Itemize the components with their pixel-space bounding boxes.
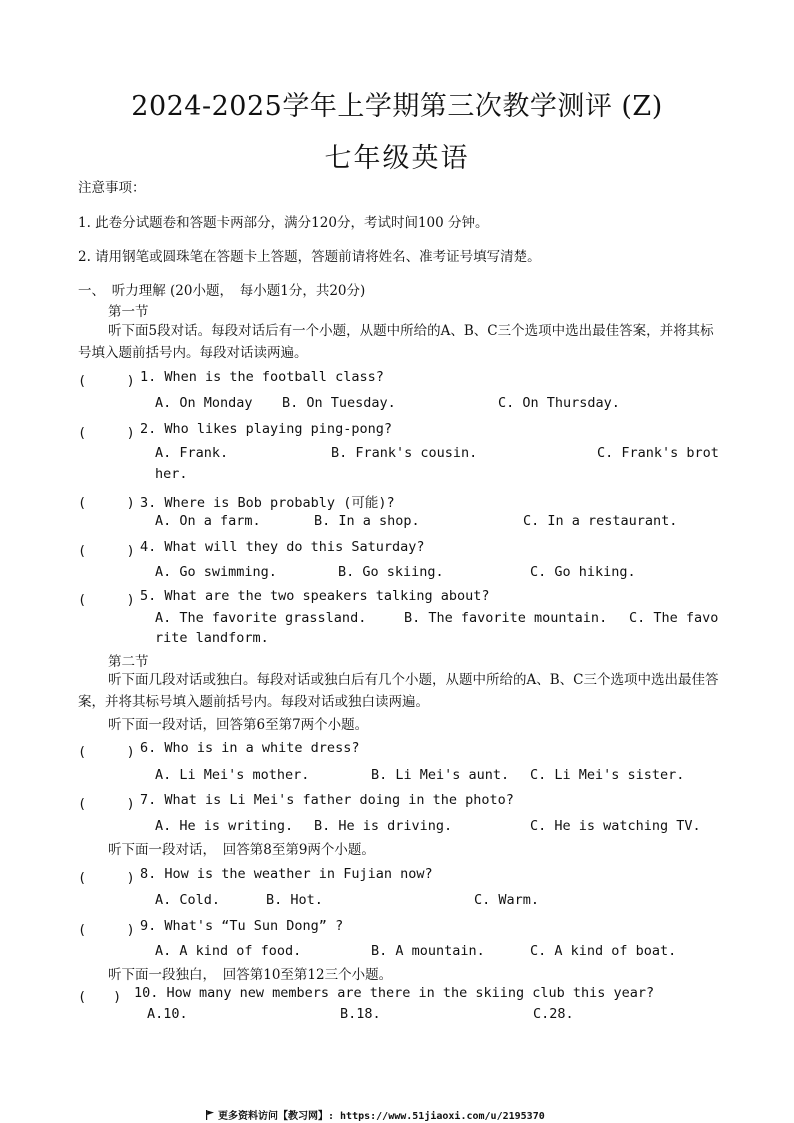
page-title: 2024-2025学年上学期第三次教学测评 (Z) bbox=[131, 91, 663, 122]
option-c: C.28. bbox=[533, 1006, 574, 1022]
option-b: B. In a shop. bbox=[314, 513, 420, 529]
option-a: A. He is writing. bbox=[155, 818, 294, 834]
lead-6-7: 听下面一段对话，回答第6至第7两个小题。 bbox=[108, 717, 369, 733]
notice-heading: 注意事项： bbox=[78, 180, 146, 196]
option-a: A. On a farm. bbox=[155, 513, 261, 529]
section-heading: 一、 听力理解 (20小题， 每小题1分，共20分) bbox=[78, 283, 366, 299]
option-c: C. In a restaurant. bbox=[523, 513, 678, 529]
answer-paren[interactable]: ( ) bbox=[78, 989, 122, 1005]
option-b: B. On Tuesday. bbox=[282, 395, 396, 411]
lead-10-12: 听下面一段独白， 回答第10至第12三个小题。 bbox=[108, 967, 393, 983]
option-a: A. On Monday bbox=[155, 395, 253, 411]
question-text: 3. Where is Bob probably (可能)? bbox=[140, 495, 395, 511]
option-a: A. Go swimming. bbox=[155, 564, 277, 580]
notice-item-2: 2. 请用钢笔或圆珠笔在答题卡上答题，答题前请将姓名、准考证号填写清楚。 bbox=[78, 249, 541, 265]
lead-8-9: 听下面一段对话， 回答第8至第9两个小题。 bbox=[108, 842, 375, 858]
answer-paren[interactable]: ( ) bbox=[78, 592, 135, 608]
flag-icon bbox=[205, 1110, 215, 1120]
option-c: C. The favo bbox=[629, 610, 719, 626]
footer bbox=[205, 1107, 545, 1122]
question-text: 1. When is the football class? bbox=[140, 369, 384, 385]
question-text: 6. Who is in a white dress? bbox=[140, 740, 360, 756]
question-text: 10. How many new members are there in the skiing club this year? bbox=[134, 985, 655, 1001]
question-text: 7. What is Li Mei's father doing in the photo? bbox=[140, 792, 514, 808]
option-a: A. A kind of food. bbox=[155, 943, 302, 959]
part1-instruction: 听下面5段对话。每段对话后有一个小题，从题中所给的A、B、C三个选项中选出最佳答案，并将其标号填入题前括号内。每段对话读两遍。 bbox=[78, 323, 714, 361]
answer-paren[interactable]: ( ) bbox=[78, 373, 135, 389]
part2-label: 第二节 bbox=[108, 654, 149, 670]
answer-paren[interactable]: ( ) bbox=[78, 543, 135, 559]
option-b: B. Hot. bbox=[266, 892, 323, 908]
option-a: A.10. bbox=[147, 1006, 188, 1022]
option-a: A. The favorite grassland. bbox=[155, 610, 367, 626]
option-a: A. Li Mei's mother. bbox=[155, 767, 310, 783]
option-b: B. Frank's cousin. bbox=[331, 445, 478, 461]
notice-item-1: 1. 此卷分试题卷和答题卡两部分，满分120分，考试时间100 分钟。 bbox=[78, 215, 489, 231]
option-c: C. A kind of boat. bbox=[530, 943, 677, 959]
part2-instruction: 听下面几段对话或独白。每段对话或独白后有几个小题，从题中所给的A、B、C三个选项中选出最佳答案，并将其标号填入题前括号内。每段对话或独白读两遍。 bbox=[78, 672, 719, 710]
option-c: C. Frank's brot bbox=[597, 445, 719, 461]
option-b: B. He is driving. bbox=[314, 818, 453, 834]
answer-paren[interactable]: ( ) bbox=[78, 744, 135, 760]
option-c: C. Warm. bbox=[474, 892, 540, 908]
option-b: B. Go skiing. bbox=[338, 564, 444, 580]
question-text: 9. What's “Tu Sun Dong” ? bbox=[140, 918, 344, 934]
answer-paren[interactable]: ( ) bbox=[78, 425, 135, 441]
option-c-continued: her. bbox=[155, 466, 188, 482]
answer-paren[interactable]: ( ) bbox=[78, 922, 135, 938]
option-a: A. Cold. bbox=[155, 892, 221, 908]
question-text: 8. How is the weather in Fujian now? bbox=[140, 866, 433, 882]
page-subtitle: 七年级英语 bbox=[324, 143, 470, 174]
option-c: C. On Thursday. bbox=[498, 395, 620, 411]
option-b: B.18. bbox=[340, 1006, 381, 1022]
option-b: B. Li Mei's aunt. bbox=[371, 767, 510, 783]
question-text: 2. Who likes playing ping-pong? bbox=[140, 421, 392, 437]
answer-paren[interactable]: ( ) bbox=[78, 870, 135, 886]
option-b: B. The favorite mountain. bbox=[404, 610, 608, 626]
option-c: C. Li Mei's sister. bbox=[530, 767, 685, 783]
option-b: B. A mountain. bbox=[371, 943, 485, 959]
question-text: 4. What will they do this Saturday? bbox=[140, 539, 425, 555]
answer-paren[interactable]: ( ) bbox=[78, 495, 135, 511]
question-text: 5. What are the two speakers talking about? bbox=[140, 588, 490, 604]
option-c: C. He is watching TV. bbox=[530, 818, 701, 834]
footer-link-text[interactable]: 更多资料访问【教习网】: https://www.51jiaoxi.com/u/2195370 bbox=[218, 1111, 545, 1122]
option-a: A. Frank. bbox=[155, 445, 229, 461]
answer-paren[interactable]: ( ) bbox=[78, 796, 135, 812]
option-c-continued: rite landform. bbox=[155, 630, 269, 646]
part1-label: 第一节 bbox=[108, 304, 149, 320]
option-c: C. Go hiking. bbox=[530, 564, 636, 580]
